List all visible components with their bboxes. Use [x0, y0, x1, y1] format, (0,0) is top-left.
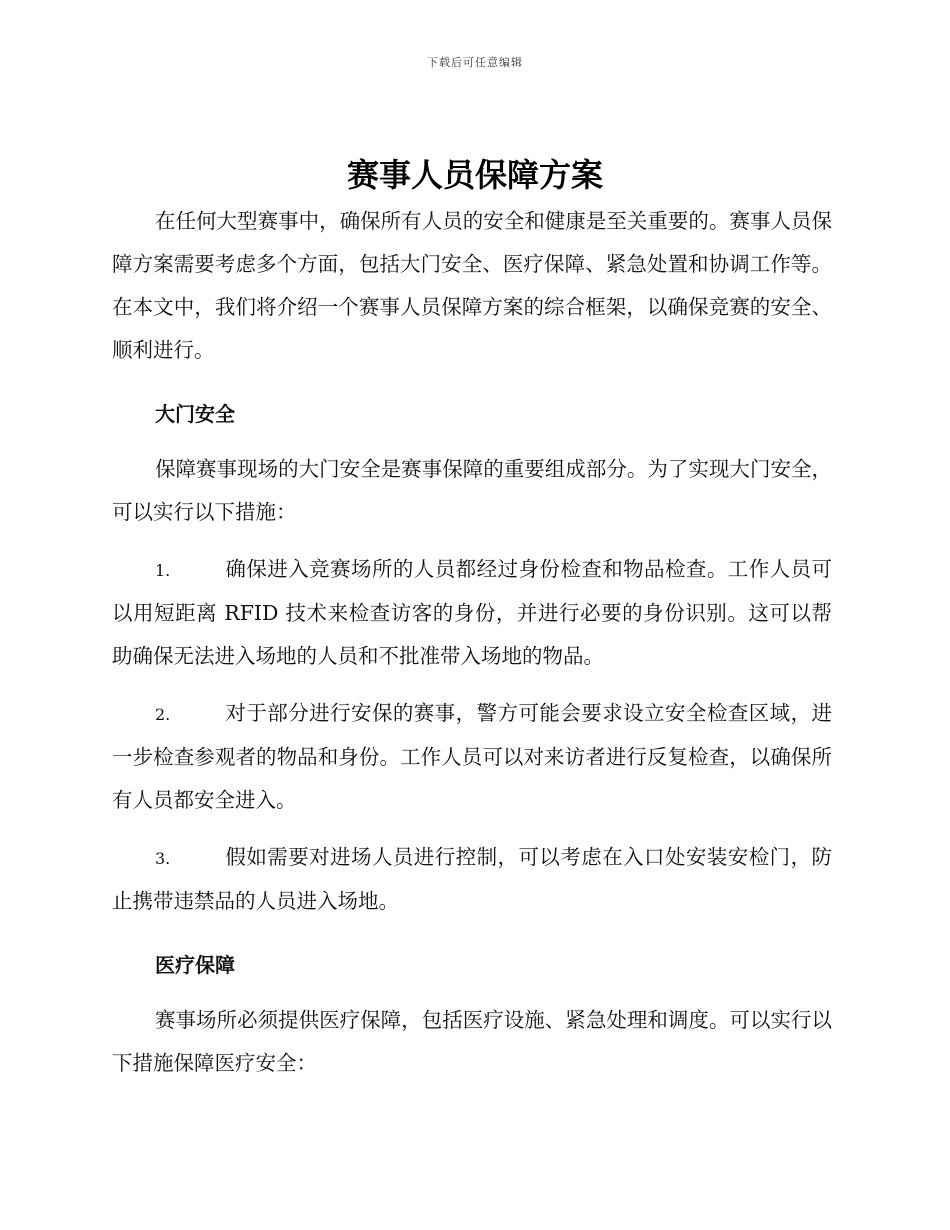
list-item-text: 对于部分进行安保的赛事，警方可能会要求设立安全检查区域，进一步检查参观者的物品和身份。工作人员可以对来访者进行反复检查，以确保所有人员都安全进入。	[112, 701, 832, 812]
section-heading-medical: 医疗保障	[155, 953, 235, 977]
document-title: 赛事人员保障方案	[346, 156, 603, 194]
list-item	[112, 548, 832, 678]
list-item-text: 假如需要对进场人员进行控制，可以考虑在入口处安装安检门，防止携带违禁品的人员进入场地。	[112, 845, 832, 913]
section-paragraph-gate-security: 保障赛事现场的大门安全是赛事保障的重要组成部分。为了实现大门安全，可以实行以下措施：	[112, 457, 832, 524]
section-heading-gate-security: 大门安全	[155, 402, 235, 426]
intro-paragraph: 在任何大型赛事中，确保所有人员的安全和健康是至关重要的。赛事人员保障方案需要考虑多个方面，包括大门安全、医疗保障、紧急处置和协调工作等。在本文中，我们将介绍一个赛事人员保障方案的综合框架，以确保竞赛的安全、顺利进行。	[112, 209, 832, 362]
list-item-text: 确保进入竞赛场所的人员都经过身份检查和物品检查。工作人员可以用短距离 RFID 技术来检查访客的身份，并进行必要的身份识别。这可以帮助确保无法进入场地的人员和不批准带入场地的物品。	[112, 557, 832, 668]
header-note: 下载后可任意编辑	[427, 56, 523, 69]
list-item	[112, 692, 832, 822]
list-item-number: 3.	[155, 849, 171, 868]
list-item-number: 2.	[155, 705, 171, 724]
document-body	[112, 200, 832, 1085]
section-paragraph-medical: 赛事场所必须提供医疗保障，包括医疗设施、紧急处理和调度。可以实行以下措施保障医疗安全：	[112, 1008, 832, 1075]
list-item	[112, 836, 832, 923]
list-item-number: 1.	[155, 561, 171, 580]
